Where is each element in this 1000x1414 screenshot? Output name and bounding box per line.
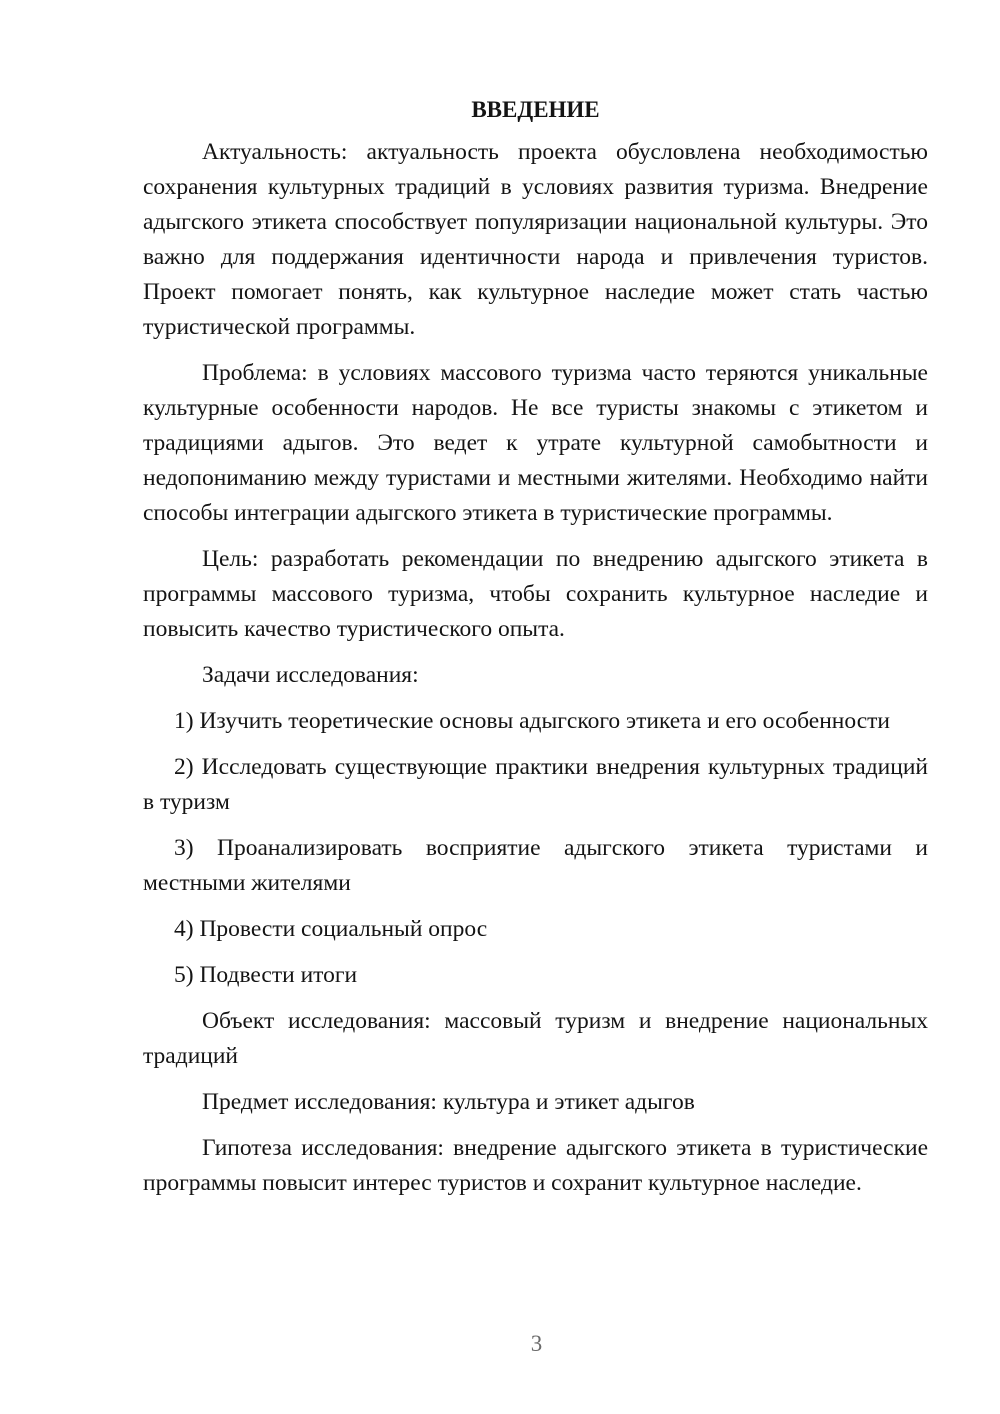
task-item-4: 4) Провести социальный опрос [174, 916, 488, 942]
paragraph-hypothesis: Гипотеза исследования: внедрение адыгского этикета в туристические программы повысит интерес туристов и сохранит культурное наследие. [143, 1135, 928, 1196]
paragraph-goal: Цель: разработать рекомендации по внедрению адыгского этикета в программы массового туризма, чтобы сохранить культурное наследие и повысить качество туристического опыта. [143, 546, 928, 642]
paragraph-problem: Проблема: в условиях массового туризма часто теряются уникальные культурные особенности народов. Не все туристы знакомы с этикетом и традициями адыгов. Это ведет к утрате культурной самобытности и недопониманию между туристами и местными жителями. Необходимо найти способы интеграции адыгского этикета в туристические программы. [143, 360, 928, 526]
paragraph-object: Объект исследования: массовый туризм и внедрение национальных традиций [143, 1008, 928, 1069]
task-item-2: 2) Исследовать существующие практики внедрения культурных традиций в туризм [143, 754, 928, 815]
tasks-heading: Задачи исследования: [202, 662, 419, 688]
document-page [143, 92, 928, 1212]
task-item-1: 1) Изучить теоретические основы адыгского этикета и его особенности [174, 708, 890, 734]
paragraph-relevance: Актуальность: актуальность проекта обусловлена необходимостью сохранения культурных традиций в условиях развития туризма. Внедрение адыгского этикета способствует популяризации национальной культуры. Это важно для поддержания идентичности народа и привлечения туристов. Проект помогает понять, как культурное наследие может стать частью туристической программы. [143, 139, 928, 340]
task-item-5: 5) Подвести итоги [174, 962, 358, 988]
task-item-3: 3) Проанализировать восприятие адыгского этикета туристами и местными жителями [143, 835, 928, 896]
page-number: 3 [530, 1331, 543, 1356]
paragraph-subject: Предмет исследования: культура и этикет адыгов [202, 1089, 695, 1115]
page-title: ВВЕДЕНИЕ [471, 97, 600, 122]
